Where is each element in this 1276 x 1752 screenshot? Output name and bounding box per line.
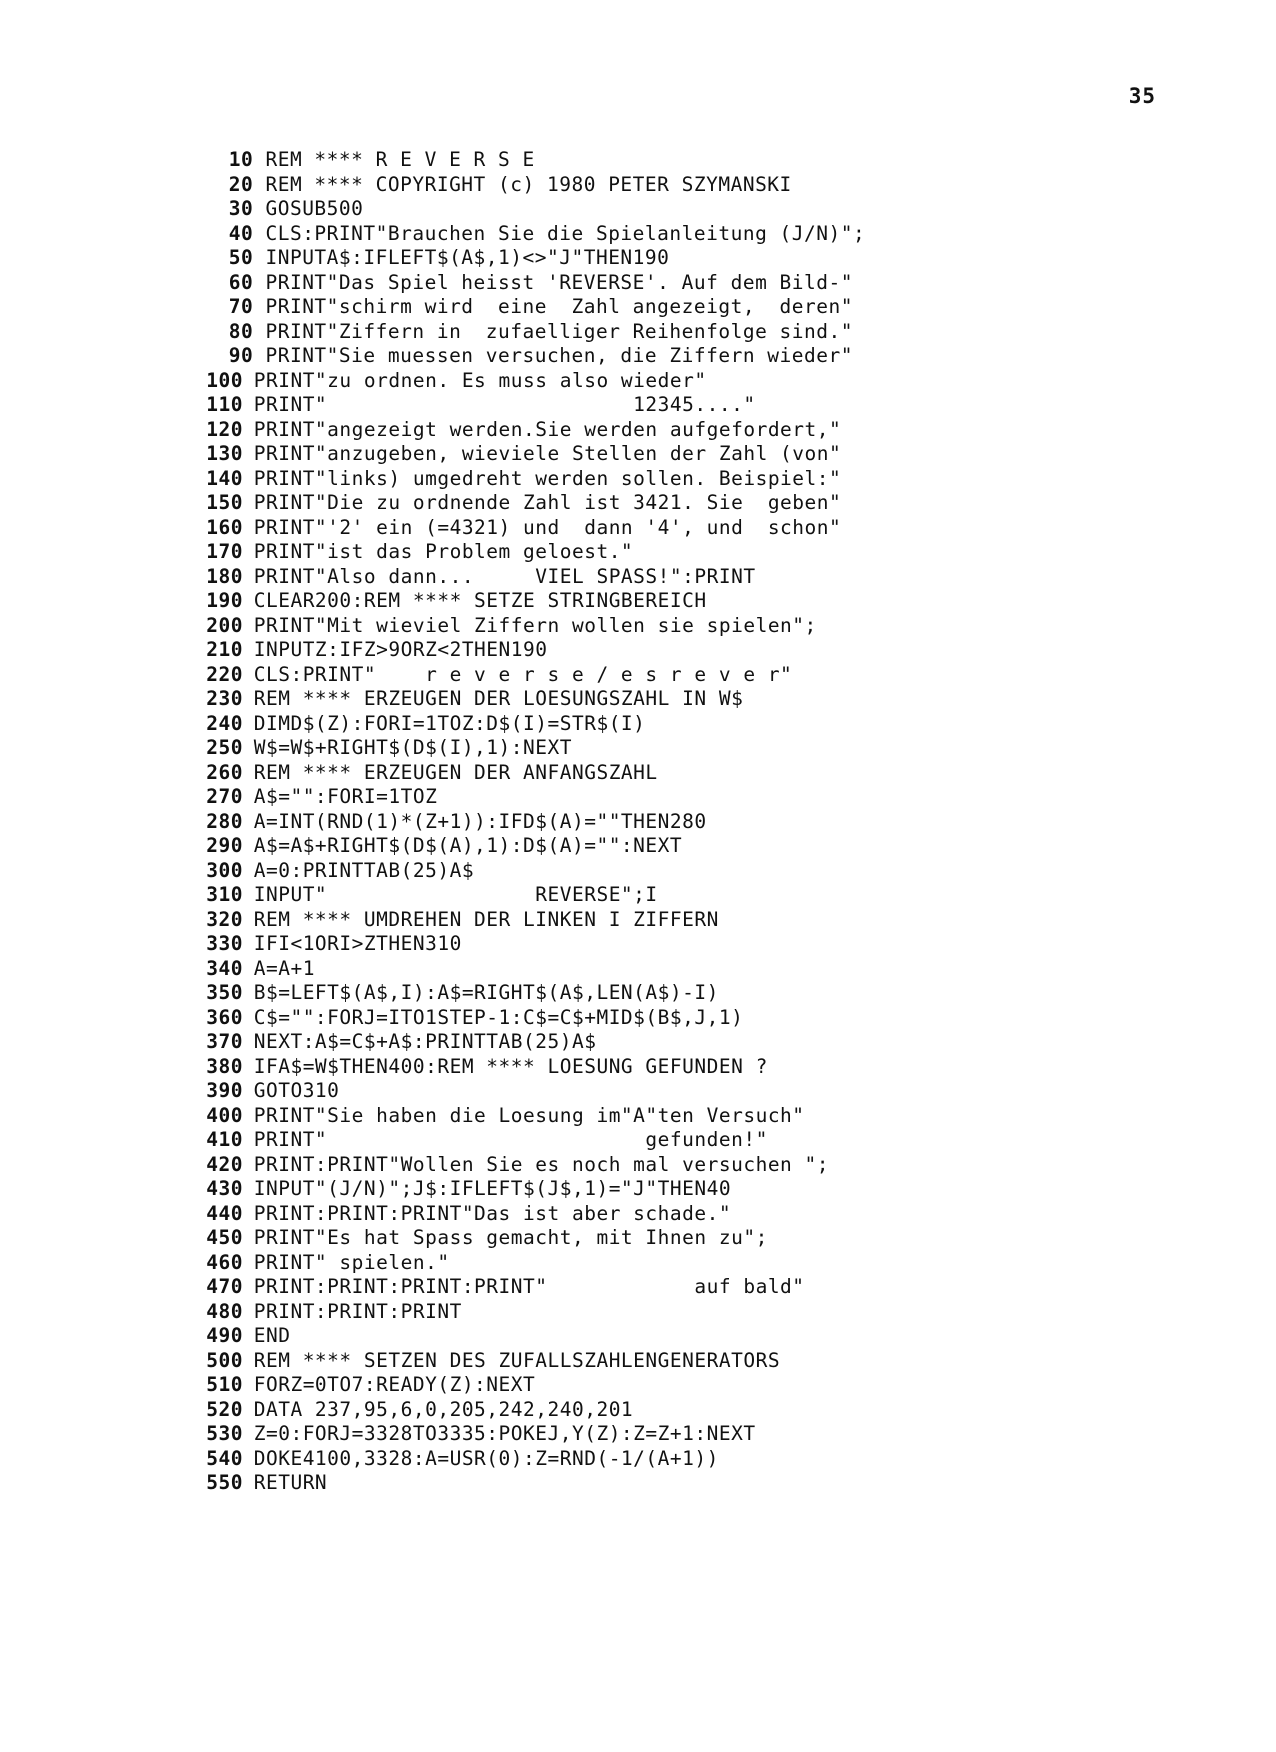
line-statement: PRINT" gefunden!" [253, 1128, 768, 1151]
code-line [206, 417, 1228, 443]
line-statement: INPUT" REVERSE";I [253, 883, 658, 906]
code-line [206, 981, 1228, 1006]
code-line [206, 1373, 1228, 1398]
code-line [218, 246, 1228, 271]
line-number: 430 [206, 1177, 243, 1200]
line-number: 460 [206, 1250, 243, 1274]
line-number: 400 [206, 1103, 243, 1127]
line-statement: REM **** COPYRIGHT (c) 1980 PETER SZYMANSKI [265, 172, 792, 196]
line-number: 200 [206, 613, 243, 637]
line-number: 90 [228, 344, 254, 367]
line-statement: PRINT:PRINT:PRINT"Das ist aber schade." [253, 1201, 732, 1225]
line-statement: DOKE4100,3328:A=USR(0):Z=RND(-1/(A+1)) [253, 1446, 719, 1470]
code-line [206, 1054, 1228, 1080]
line-number: 190 [206, 589, 243, 612]
line-number: 490 [206, 1324, 243, 1347]
code-line [206, 442, 1228, 467]
code-line [206, 1152, 1228, 1178]
code-line [218, 222, 1228, 247]
code-line [206, 1348, 1228, 1374]
line-number: 80 [228, 319, 254, 343]
line-number: 480 [206, 1299, 243, 1323]
line-number: 320 [206, 907, 243, 931]
line-statement: REM **** SETZEN DES ZUFALLSZAHLENGENERATORS [253, 1348, 781, 1372]
line-number: 520 [206, 1397, 243, 1421]
line-statement: PRINT"angezeigt werden.Sie werden aufgefordert," [253, 417, 842, 441]
line-statement: PRINT:PRINT"Wollen Sie es noch mal versuchen "; [253, 1152, 830, 1176]
line-number: 270 [206, 785, 243, 808]
code-line [206, 1201, 1228, 1227]
line-statement: REM **** R E V E R S E [265, 148, 535, 171]
line-number: 120 [206, 417, 243, 441]
line-number: 280 [206, 809, 243, 833]
code-line [206, 613, 1228, 639]
line-number: 40 [228, 221, 254, 245]
line-number: 390 [206, 1079, 243, 1102]
line-number: 20 [228, 172, 254, 196]
line-number: 50 [228, 246, 254, 269]
line-statement: PRINT"'2' ein (=4321) und dann '4', und schon" [253, 515, 842, 539]
line-number: 450 [206, 1226, 243, 1249]
line-number: 260 [206, 760, 243, 784]
line-statement: PRINT" 12345...." [253, 393, 756, 416]
code-line [218, 295, 1228, 320]
line-statement: W$=W$+RIGHT$(D$(I),1):NEXT [253, 736, 572, 759]
line-statement: PRINT"Es hat Spass gemacht, mit Ihnen zu"; [253, 1226, 768, 1249]
line-statement: PRINT"Sie haben die Loesung im"A"ten Versuch" [253, 1103, 805, 1127]
line-statement: PRINT"links) umgedreht werden sollen. Beispiel:" [253, 466, 842, 490]
code-line [218, 173, 1228, 198]
code-line [218, 320, 1228, 345]
line-number: 100 [206, 368, 243, 392]
code-line [206, 1324, 1228, 1349]
line-number: 180 [206, 564, 243, 588]
line-statement: DIMD$(Z):FORI=1TOZ:D$(I)=STR$(I) [253, 711, 646, 735]
line-statement: PRINT"schirm wird eine Zahl angezeigt, deren" [265, 295, 853, 318]
line-number: 470 [206, 1275, 243, 1298]
line-number: 440 [206, 1201, 243, 1225]
code-line [206, 1275, 1228, 1300]
line-statement: FORZ=0TO7:READY(Z):NEXT [253, 1373, 536, 1396]
line-number: 360 [206, 1005, 243, 1029]
line-statement: PRINT"Die zu ordnende Zahl ist 3421. Sie geben" [253, 491, 842, 514]
code-line [206, 1030, 1228, 1055]
line-number: 540 [206, 1446, 243, 1470]
line-number: 370 [206, 1030, 243, 1053]
code-line [206, 1226, 1228, 1251]
line-number: 210 [206, 638, 243, 661]
line-statement: INPUTA$:IFLEFT$(A$,1)<>"J"THEN190 [265, 246, 670, 269]
line-number: 130 [206, 442, 243, 465]
code-line [206, 1128, 1228, 1153]
code-line [206, 883, 1228, 908]
line-number: 60 [228, 270, 254, 294]
code-line [206, 1177, 1228, 1202]
line-statement: REM **** ERZEUGEN DER ANFANGSZAHL [253, 760, 658, 784]
code-line [206, 638, 1228, 663]
line-number: 230 [206, 687, 243, 710]
line-number: 420 [206, 1152, 243, 1176]
line-number: 160 [206, 515, 243, 539]
line-statement: INPUTZ:IFZ>9ORZ<2THEN190 [253, 638, 548, 661]
basic-program-listing [206, 148, 1228, 1496]
line-statement: PRINT"Mit wieviel Ziffern wollen sie spielen"; [253, 613, 817, 637]
code-line [206, 1250, 1228, 1276]
line-number: 140 [206, 466, 243, 490]
code-line [206, 1446, 1228, 1472]
code-line [206, 834, 1228, 859]
code-line [206, 1079, 1228, 1104]
line-number: 220 [206, 662, 243, 686]
code-line [206, 1397, 1228, 1423]
line-number: 250 [206, 736, 243, 759]
line-number: 380 [206, 1054, 243, 1078]
line-number: 350 [206, 981, 243, 1004]
line-statement: PRINT:PRINT:PRINT [253, 1299, 462, 1323]
line-statement: GOTO310 [253, 1079, 340, 1102]
line-statement: A=0:PRINTTAB(25)A$ [253, 858, 475, 882]
code-line [206, 1299, 1228, 1325]
line-number: 310 [206, 883, 243, 906]
line-statement: PRINT"Das Spiel heisst 'REVERSE'. Auf dem Bild-" [265, 270, 853, 294]
code-line [218, 197, 1228, 222]
code-line [206, 564, 1228, 590]
line-number: 410 [206, 1128, 243, 1151]
line-statement: END [253, 1324, 291, 1347]
code-line [206, 1422, 1228, 1447]
line-statement: PRINT"Sie muessen versuchen, die Ziffern wieder" [265, 344, 853, 367]
line-statement: PRINT"ist das Problem geloest." [253, 540, 634, 563]
line-statement: INPUT"(J/N)";J$:IFLEFT$(J$,1)="J"THEN40 [253, 1177, 732, 1200]
line-number: 510 [206, 1373, 243, 1396]
line-statement: C$="":FORJ=ITO1STEP-1:C$=C$+MID$(B$,J,1) [253, 1005, 744, 1029]
line-statement: REM **** ERZEUGEN DER LOESUNGSZAHL IN W$ [253, 687, 744, 710]
line-number: 340 [206, 956, 243, 980]
code-line [218, 271, 1228, 296]
line-number: 110 [206, 393, 243, 416]
line-statement: CLS:PRINT"Brauchen Sie die Spielanleitung (J/N)"; [265, 221, 866, 245]
code-line [206, 515, 1228, 541]
code-line [206, 1103, 1228, 1129]
line-statement: DATA 237,95,6,0,205,242,240,201 [253, 1397, 634, 1421]
line-statement: A=A+1 [253, 956, 315, 980]
line-statement: PRINT"anzugeben, wieviele Stellen der Zahl (von" [253, 442, 842, 465]
line-statement: PRINT" spielen." [253, 1250, 450, 1274]
code-line [206, 711, 1228, 737]
code-line [206, 589, 1228, 614]
line-number: 290 [206, 834, 243, 857]
line-statement: PRINT"zu ordnen. Es muss also wieder" [253, 368, 707, 392]
line-number: 550 [206, 1471, 243, 1494]
code-line [206, 809, 1228, 835]
line-statement: PRINT"Also dann... VIEL SPASS!":PRINT [253, 564, 756, 588]
line-statement: A=INT(RND(1)*(Z+1)):IFD$(A)=""THEN280 [253, 809, 707, 833]
code-line [206, 662, 1228, 688]
code-line [206, 368, 1228, 394]
line-statement: REM **** UMDREHEN DER LINKEN I ZIFFERN [253, 907, 719, 931]
line-statement: Z=0:FORJ=3328TO3335:POKEJ,Y(Z):Z=Z+1:NEXT [253, 1422, 756, 1445]
line-statement: PRINT:PRINT:PRINT:PRINT" auf bald" [253, 1275, 805, 1298]
page-number: 35 [1128, 84, 1156, 108]
code-line [218, 344, 1228, 369]
code-line [206, 736, 1228, 761]
line-number: 150 [206, 491, 243, 514]
line-statement: IFA$=W$THEN400:REM **** LOESUNG GEFUNDEN ? [253, 1054, 768, 1078]
line-statement: RETURN [253, 1471, 328, 1494]
line-statement: B$=LEFT$(A$,I):A$=RIGHT$(A$,LEN(A$)-I) [253, 981, 719, 1004]
line-statement: A$="":FORI=1TOZ [253, 785, 438, 808]
code-line [206, 1005, 1228, 1031]
code-line [206, 907, 1228, 933]
line-number: 70 [228, 295, 254, 318]
code-line [206, 932, 1228, 957]
code-line [206, 1471, 1228, 1496]
code-line [206, 858, 1228, 884]
code-line [206, 956, 1228, 982]
line-number: 530 [206, 1422, 243, 1445]
line-number: 330 [206, 932, 243, 955]
line-statement: A$=A$+RIGHT$(D$(A),1):D$(A)="":NEXT [253, 834, 683, 857]
code-line [206, 491, 1228, 516]
line-number: 500 [206, 1348, 243, 1372]
line-statement: GOSUB500 [265, 197, 364, 220]
code-line [206, 687, 1228, 712]
line-statement: IFI<1ORI>ZTHEN310 [253, 932, 462, 955]
line-number: 240 [206, 711, 243, 735]
line-number: 300 [206, 858, 243, 882]
code-line [206, 760, 1228, 786]
line-statement: CLEAR200:REM **** SETZE STRINGBEREICH [253, 589, 707, 612]
line-statement: CLS:PRINT" r e v e r s e / e s r e v e r" [253, 662, 793, 686]
line-number: 30 [228, 197, 254, 220]
code-line [218, 148, 1228, 173]
line-statement: PRINT"Ziffern in zufaelliger Reihenfolge sind." [265, 319, 853, 343]
line-statement: NEXT:A$=C$+A$:PRINTTAB(25)A$ [253, 1030, 597, 1053]
line-number: 170 [206, 540, 243, 563]
code-line [206, 466, 1228, 492]
line-number: 10 [228, 148, 254, 171]
code-line [206, 785, 1228, 810]
code-line [206, 393, 1228, 418]
code-line [206, 540, 1228, 565]
